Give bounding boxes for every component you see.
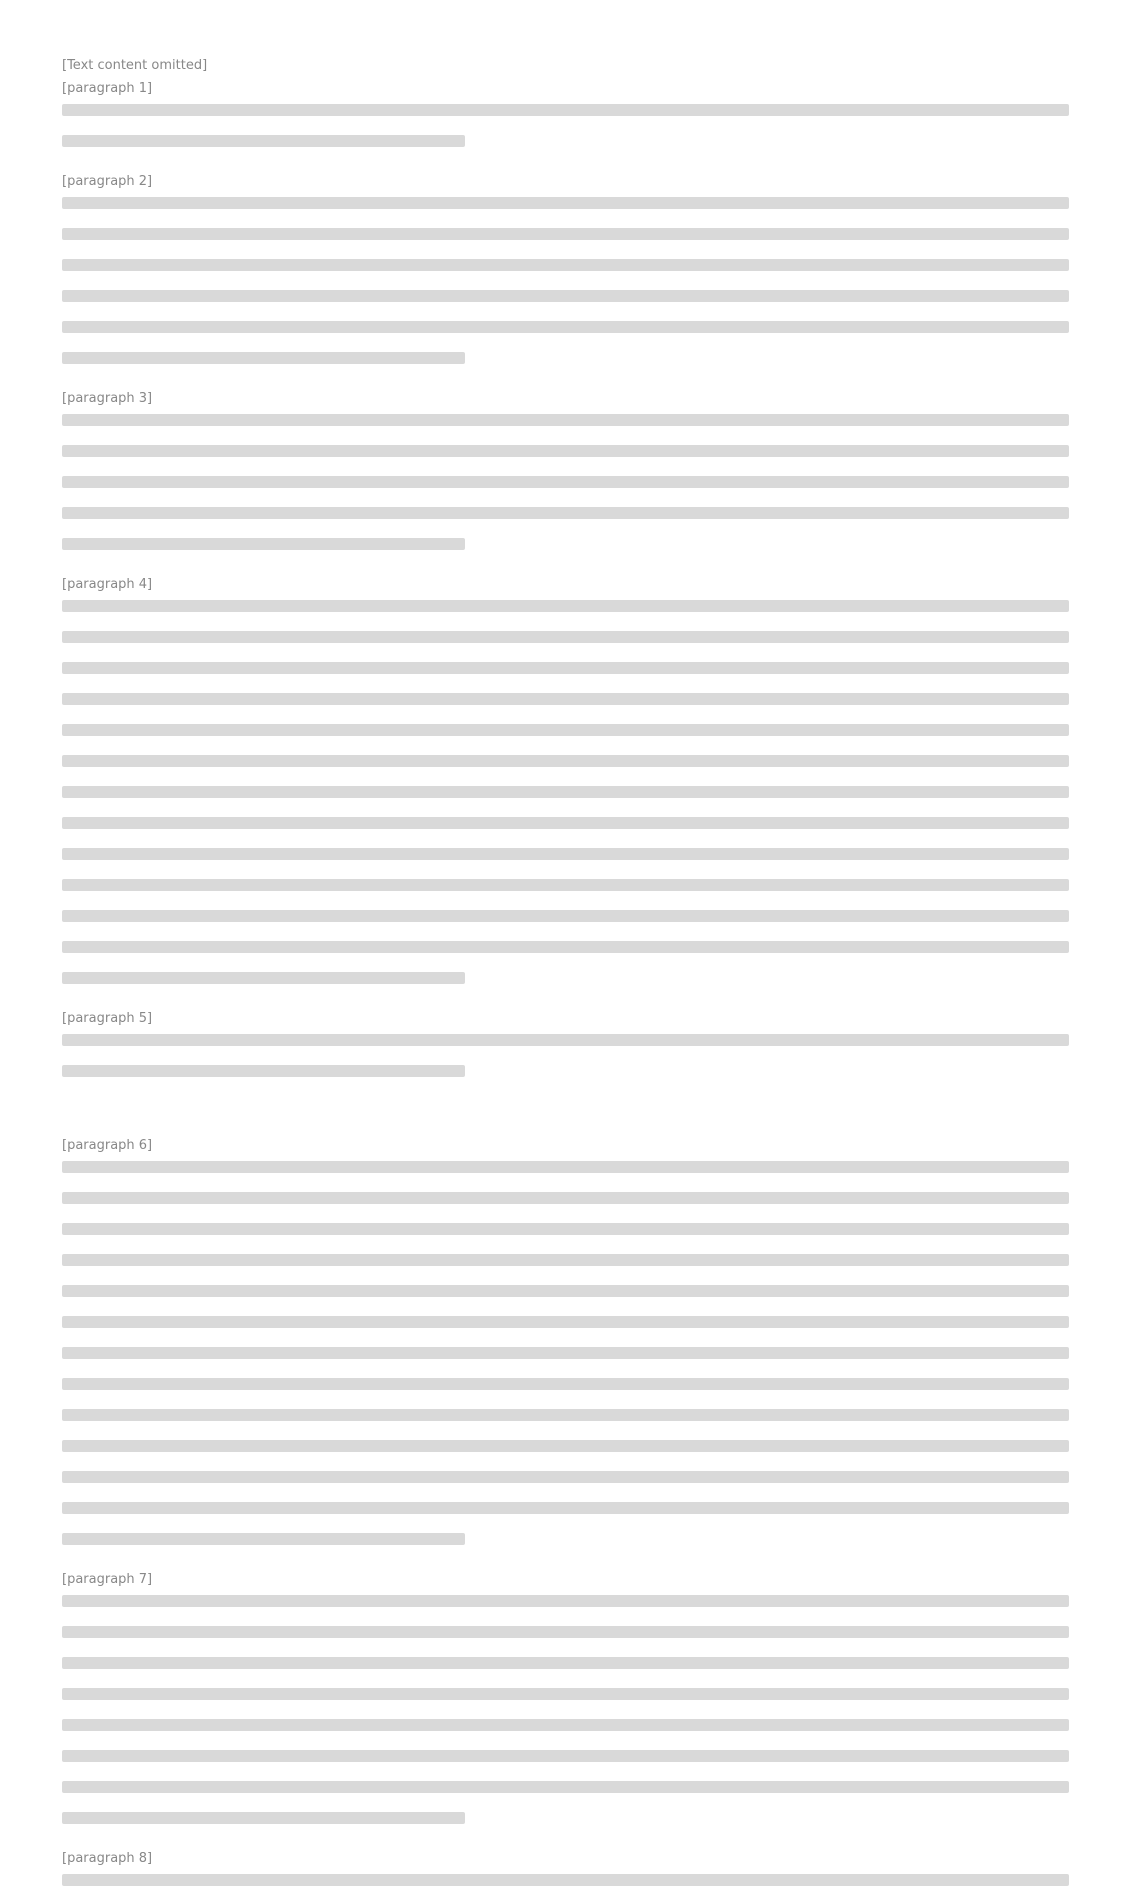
- text-line: [62, 1502, 1069, 1514]
- text-line: [62, 631, 1069, 643]
- text-line: [62, 1812, 465, 1824]
- content-notice: [Text content omitted]: [62, 58, 208, 73]
- text-line: [62, 972, 465, 984]
- text-line: [62, 1378, 1069, 1390]
- text-line: [62, 1285, 1069, 1297]
- text-line: [62, 445, 1069, 457]
- text-line: [62, 1533, 465, 1545]
- text-line: [62, 259, 1069, 271]
- text-line: [62, 848, 1069, 860]
- text-line: [62, 786, 1069, 798]
- text-line: [62, 414, 1069, 426]
- text-line: [62, 507, 1069, 519]
- text-line: [62, 1254, 1069, 1266]
- text-line: [62, 1065, 465, 1077]
- paragraph: [62, 1011, 1069, 1077]
- text-line: [62, 1223, 1069, 1235]
- paragraph: [62, 391, 1069, 550]
- text-line: [62, 941, 1069, 953]
- paragraph-placeholder: [paragraph 3]: [62, 391, 153, 406]
- text-line: [62, 1595, 1069, 1607]
- text-line: [62, 197, 1069, 209]
- paragraph-placeholder: [paragraph 8]: [62, 1851, 153, 1866]
- text-line: [62, 910, 1069, 922]
- paragraph: [62, 577, 1069, 984]
- text-line: [62, 352, 465, 364]
- text-line: [62, 1347, 1069, 1359]
- text-line: [62, 1657, 1069, 1669]
- text-line: [62, 1034, 1069, 1046]
- text-line: [62, 1440, 1069, 1452]
- text-line: [62, 1781, 1069, 1793]
- text-line: [62, 476, 1069, 488]
- paragraph-gap: [62, 1104, 1069, 1138]
- text-line: [62, 600, 1069, 612]
- text-line: [62, 290, 1069, 302]
- text-line: [62, 1192, 1069, 1204]
- text-line: [62, 321, 1069, 333]
- text-line: [62, 104, 1069, 116]
- text-line: [62, 1316, 1069, 1328]
- paragraph-placeholder: [paragraph 5]: [62, 1011, 153, 1026]
- text-line: [62, 1409, 1069, 1421]
- paragraph-placeholder: [paragraph 1]: [62, 81, 153, 96]
- paragraph-placeholder: [paragraph 4]: [62, 577, 153, 592]
- text-line: [62, 817, 1069, 829]
- paragraph: [62, 1572, 1069, 1824]
- text-line: [62, 662, 1069, 674]
- text-line: [62, 1688, 1069, 1700]
- paragraph: [62, 174, 1069, 364]
- paragraph: [62, 1851, 1069, 1886]
- text-line: [62, 135, 465, 147]
- text-line: [62, 879, 1069, 891]
- text-line: [62, 1471, 1069, 1483]
- text-line: [62, 724, 1069, 736]
- paragraph-placeholder: [paragraph 6]: [62, 1138, 153, 1153]
- paragraph: [62, 1138, 1069, 1545]
- text-line: [62, 1161, 1069, 1173]
- paragraph: [62, 81, 1069, 147]
- text-line: [62, 693, 1069, 705]
- text-line: [62, 228, 1069, 240]
- text-line: [62, 1626, 1069, 1638]
- text-line: [62, 755, 1069, 767]
- text-line: [62, 538, 465, 550]
- document-body: [62, 81, 1069, 1886]
- text-line: [62, 1750, 1069, 1762]
- paragraph-placeholder: [paragraph 7]: [62, 1572, 153, 1587]
- paragraph-placeholder: [paragraph 2]: [62, 174, 153, 189]
- text-line: [62, 1874, 1069, 1886]
- text-line: [62, 1719, 1069, 1731]
